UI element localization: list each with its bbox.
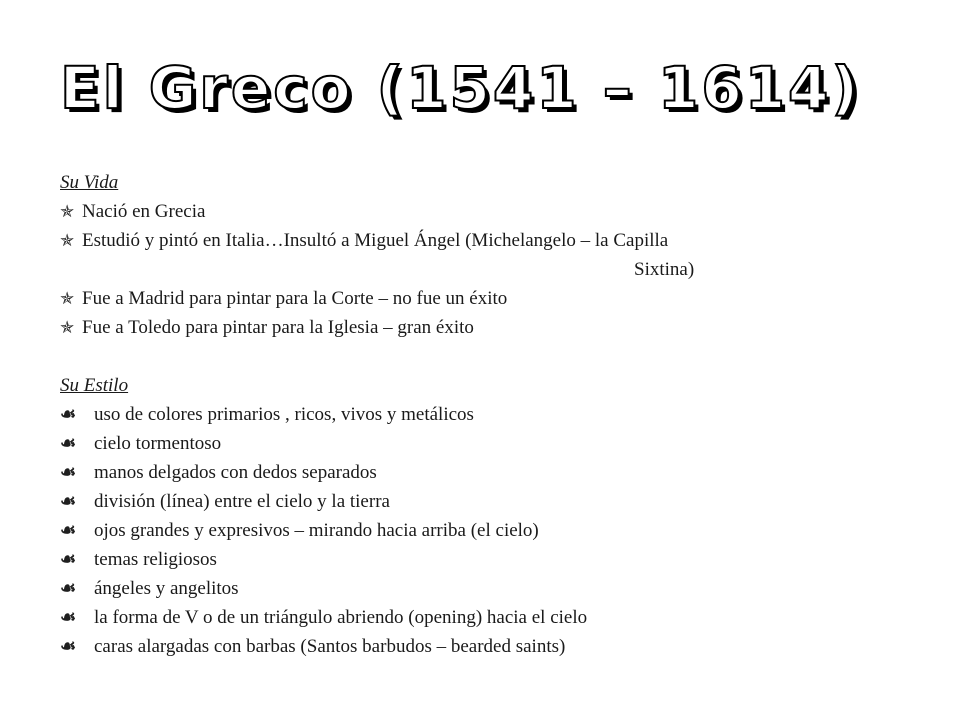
list-item-text: caras alargadas con barbas (Santos barbudos – bearded saints) [94, 636, 566, 657]
list-item [60, 632, 900, 661]
star-bullet-icon: ✯ [60, 231, 75, 250]
list-item [60, 197, 900, 226]
section-heading-vida: Su Vida [60, 172, 119, 193]
swirl-bullet-icon: ☙ [60, 578, 77, 598]
list-item-continuation: Sixtina) [634, 259, 695, 280]
list-item-text: Fue a Toledo para pintar para la Iglesia – gran éxito [82, 317, 474, 338]
swirl-bullet-icon: ☙ [60, 491, 77, 511]
swirl-bullet-icon: ☙ [60, 520, 77, 540]
list-item [60, 226, 900, 255]
list-item-text: división (línea) entre el cielo y la tierra [94, 491, 390, 512]
list-item-text: uso de colores primarios , ricos, vivos y metálicos [94, 404, 474, 425]
list-item-text: ángeles y angelitos [94, 578, 239, 599]
star-bullet-icon: ✯ [60, 289, 75, 308]
slide-content [60, 168, 900, 661]
slide-title: El Greco (1541 – 1614) [60, 54, 861, 122]
list-item-text: Estudió y pintó en Italia…Insultó a Miguel Ángel (Michelangelo – la Capilla [82, 230, 669, 251]
swirl-bullet-icon: ☙ [60, 404, 77, 424]
swirl-bullet-icon: ☙ [60, 607, 77, 627]
list-item [60, 487, 900, 516]
swirl-bullet-icon: ☙ [60, 433, 77, 453]
list-item [60, 458, 900, 487]
list-item-text: manos delgados con dedos separados [94, 462, 377, 483]
list-item-text: temas religiosos [94, 549, 217, 570]
swirl-bullet-icon: ☙ [60, 462, 77, 482]
list-item [60, 545, 900, 574]
star-bullet-icon: ✯ [60, 202, 75, 221]
list-item [60, 400, 900, 429]
list-item [60, 603, 900, 632]
list-item-text: cielo tormentoso [94, 433, 222, 454]
list-item-text: Nació en Grecia [82, 201, 206, 222]
list-item [60, 429, 900, 458]
section-heading-estilo: Su Estilo [60, 375, 129, 396]
list-item [60, 516, 900, 545]
list-item [60, 284, 900, 313]
swirl-bullet-icon: ☙ [60, 636, 77, 656]
section-spacer [60, 342, 900, 371]
list-item-text: Fue a Madrid para pintar para la Corte – no fue un éxito [82, 288, 508, 309]
star-bullet-icon: ✯ [60, 318, 75, 337]
list-item [60, 313, 900, 342]
list-item-text: ojos grandes y expresivos – mirando hacia arriba (el cielo) [94, 520, 539, 541]
swirl-bullet-icon: ☙ [60, 549, 77, 569]
list-item [60, 574, 900, 603]
list-item-text: la forma de V o de un triángulo abriendo (opening) hacia el cielo [94, 607, 588, 628]
